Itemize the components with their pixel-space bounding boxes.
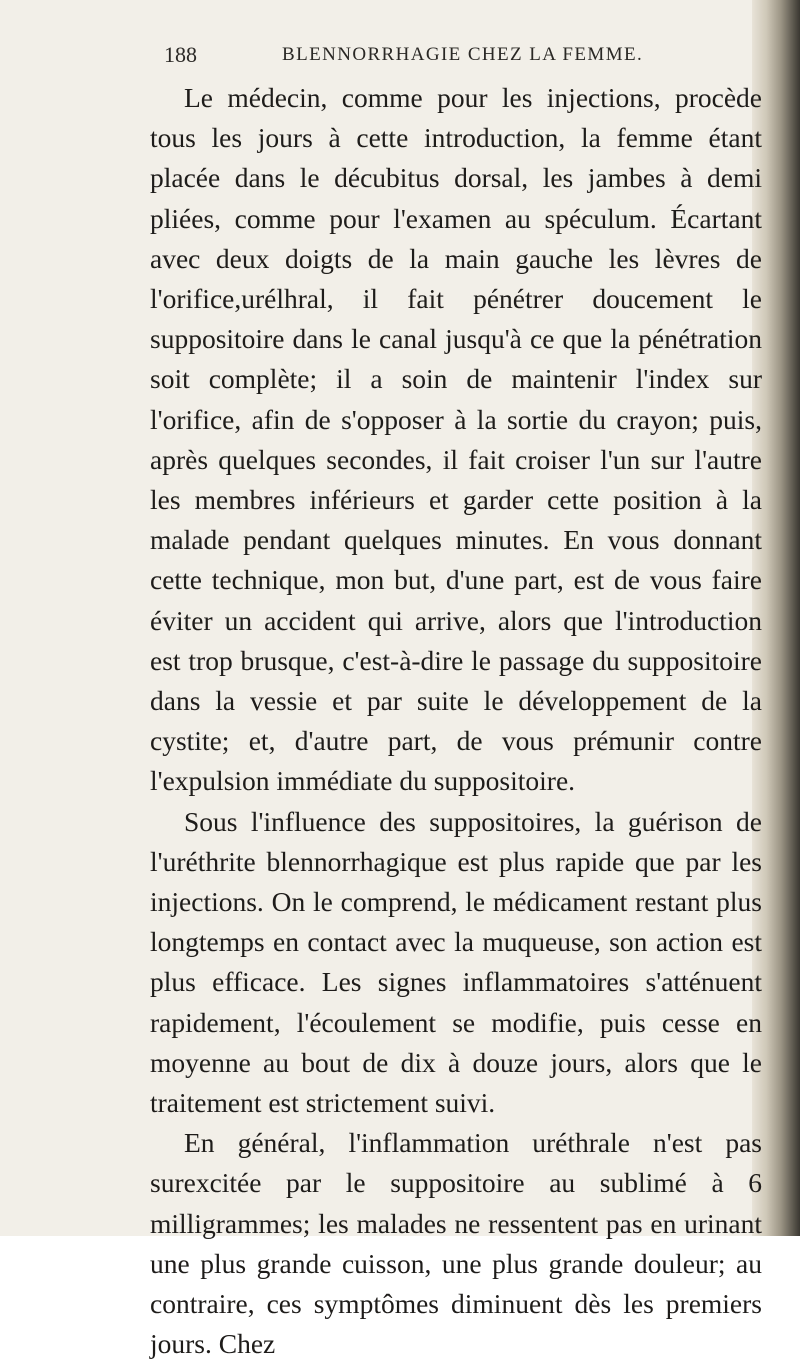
running-head: BLENNORRHAGIE CHEZ LA FEMME. [282,44,644,65]
paragraph-1: Le médecin, comme pour les injections, procède tous les jours à cette introduction, la femme étant placée dans le décubitus dorsal, les jambes à demi pliées, comme pour l'examen au spéculum. Écartant avec deux doigts de la main gauche les lèvres de l'orifice,urélhral, il fait pénétrer doucement le suppositoire dans le canal jusqu'à ce que la pénétration soit complète; il a soin de maintenir l'index sur l'orifice, afin de s'opposer à la sortie du crayon; puis, après quelques secondes, il fait croiser l'un sur l'autre les membres inférieurs et garder cette position à la malade pendant quelques minutes. En vous donnant cette technique, mon but, d'une part, est de vous faire éviter un accident qui arrive, alors que l'introduction est trop brusque, c'est-à-dire le passage du suppositoire dans la vessie et par suite le développement de la cystite; et, d'autre part, de vous prémunir contre l'expulsion immédiate du suppositoire. [150,82,762,797]
page-header [150,38,750,68]
body-text [150,78,762,1365]
page-number: 188 [164,42,197,67]
paragraph-3: En général, l'inflammation uréthrale n'est pas surexcitée par le suppositoire au sublimé à 6 milligrammes; les malades ne ressentent pas en urinant une plus grande cuisson, une plus grande douleur; au contraire, ces symptômes diminuent dès les premiers jours. Chez [150,1127,762,1360]
paragraph-2: Sous l'influence des suppositoires, la guérison de l'uréthrite blennorrhagique est plus rapide que par les injections. On le comprend, le médicament restant plus longtemps en contact avec la muqueuse, son action est plus efficace. Les signes inflammatoires s'atténuent rapidement, l'écoulement se modifie, puis cesse en moyenne au bout de dix à douze jours, alors que le traitement est strictement suivi. [150,805,762,1119]
